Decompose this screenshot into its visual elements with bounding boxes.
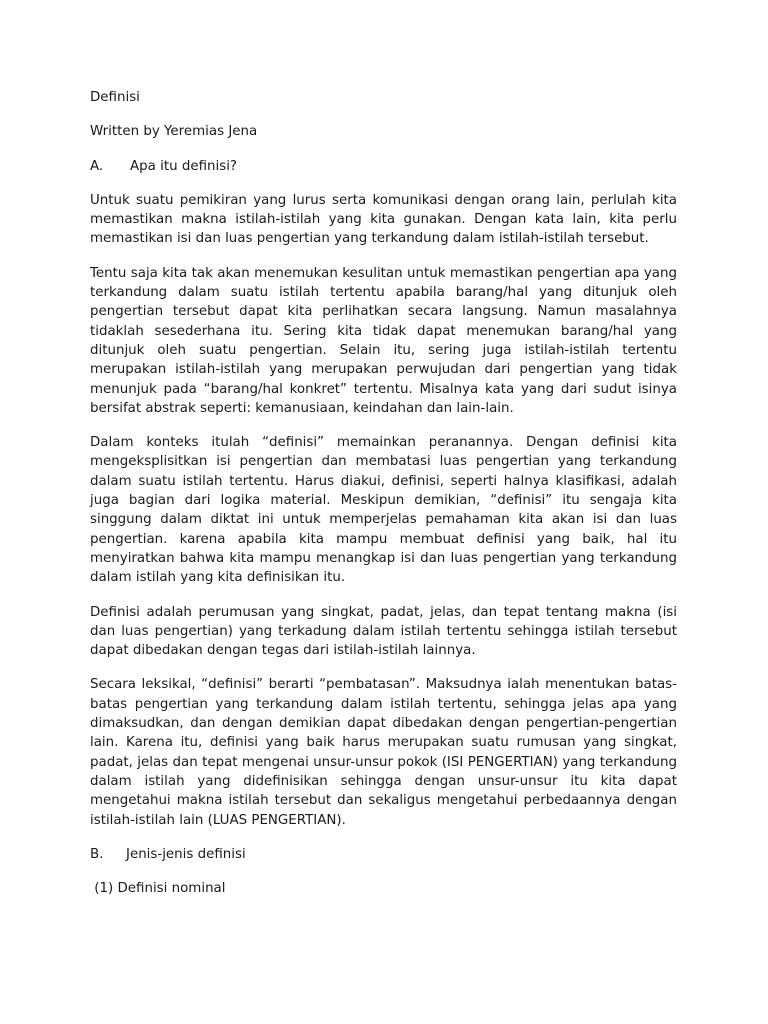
paragraph: Tentu saja kita tak akan menemukan kesulitan untuk memastikan pengertian apa yang terkandung dalam suatu istilah tertentu apabila barang/hal yang ditunjuk oleh pengertian tersebut dapat kita perlihatkan secara langsung. Namun masalahnya tidaklah sesederhana itu. Sering kita tidak dapat menemukan barang/hal yang ditunjuk oleh suatu pengertian. Selain itu, sering juga istilah-istilah tertentu merupakan istilah-istilah yang merupakan perwujudan dari pengertian yang tidak menunjuk pada “barang/hal konkret” tertentu. Misalnya kata yang dari sudut isinya bersifat abstrak seperti: kemanusiaan, keindahan dan lain-lain. — [90, 265, 677, 416]
paragraph: Definisi adalah perumusan yang singkat, padat, jelas, dan tepat tentang makna (isi dan luas pengertian) yang terkadung dalam istilah tertentu sehingga istilah tersebut dapat dibedakan dengan tegas dari istilah-istilah lainnya. — [90, 604, 677, 659]
section-a-number: A. — [90, 158, 104, 174]
section-a-heading — [90, 157, 677, 176]
subsection-heading: (1) Definisi nominal — [90, 881, 226, 897]
section-b-number: B. — [90, 846, 104, 862]
byline: Written by Yeremias Jena — [90, 124, 258, 140]
paragraph: Untuk suatu pemikiran yang lurus serta komunikasi dengan orang lain, perlulah kita memastikan makna istilah-istilah yang kita gunakan. Dengan kata lain, kita perlu memastikan isi dan luas pengertian yang terkandung dalam istilah-istilah tersebut. — [90, 192, 677, 247]
document-page — [90, 88, 677, 913]
paragraph: Secara leksikal, “definisi” berarti “pembatasan”. Maksudnya ialah menentukan batas-batas pengertian yang terkandung dalam istilah tertentu, sehingga jelas apa yang dimaksudkan, dan dengan demikian dapat dibedakan dengan pengertian-pengertian lain. Karena itu, definisi yang baik harus merupakan suatu rumusan yang singkat, padat, jelas dan tepat mengenai unsur-unsur pokok (ISI PENGERTIAN) yang terkandung dalam istilah yang didefinisikan sehingga dengan unsur-unsur itu kita dapat mengetahui makna istilah tersebut dan sekaligus mengetahui perbedaannya dengan istilah-istilah lain (LUAS PENGERTIAN). — [90, 677, 677, 828]
paragraph: Dalam konteks itulah “definisi” memainkan peranannya. Dengan definisi kita mengeksplisitkan isi pengertian dan membatasi luas pengertian yang terkandung dalam suatu istilah tertentu. Harus diakui, definisi, seperti halnya klasifikasi, adalah juga bagian dari logika material. Meskipun demikian, “definisi” itu sengaja kita singgung dalam diktat ini untuk memperjelas pemahaman kita akan isi dan luas pengertian. karena apabila kita mampu membuat definisi yang baik, hal itu menyiratkan bahwa kita mampu menangkap isi dan luas pengertian yang terkandung dalam istilah yang kita definisikan itu. — [90, 435, 677, 586]
section-a-title: Apa itu definisi? — [130, 158, 238, 174]
document-title: Definisi — [90, 90, 140, 105]
section-b-title: Jenis-jenis definisi — [126, 846, 246, 862]
section-b-heading — [90, 845, 677, 864]
